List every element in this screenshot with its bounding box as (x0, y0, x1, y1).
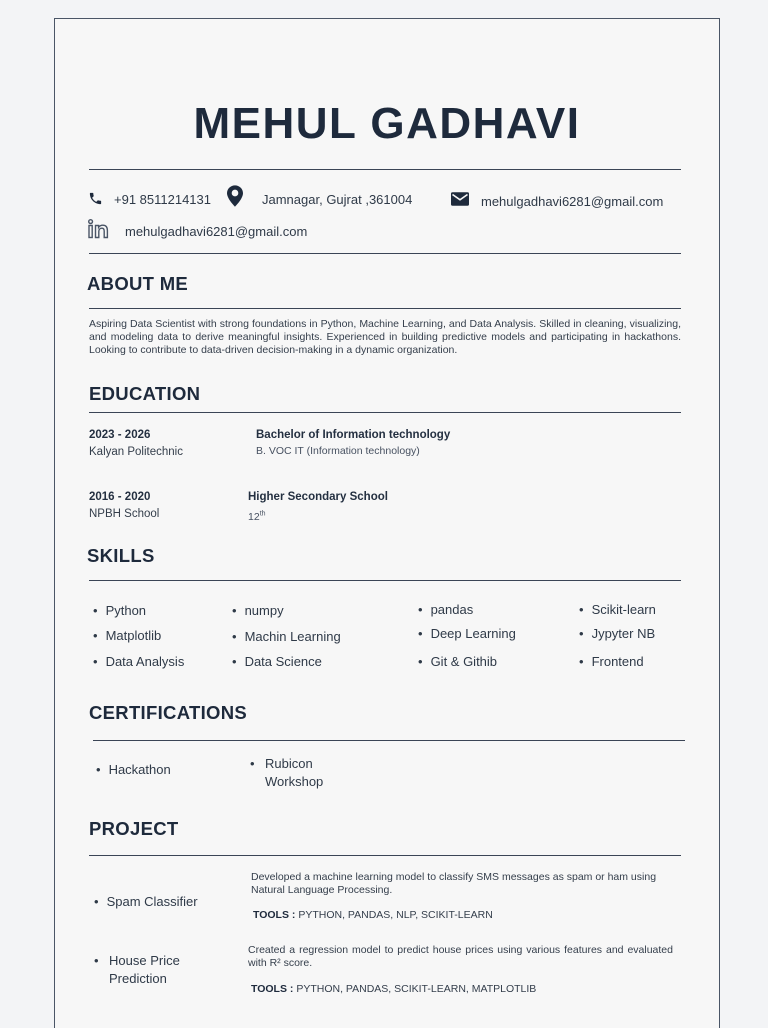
skill-item: • Machin Learning (232, 629, 341, 644)
phone-icon (88, 190, 103, 207)
certifications-heading: CERTIFICATIONS (89, 702, 248, 723)
education-institution: NPBH School (89, 508, 160, 520)
project-heading: PROJECT (89, 818, 179, 839)
skill-item: • Git & Githib (418, 654, 497, 669)
divider (89, 580, 681, 581)
skills-heading: SKILLS (87, 545, 155, 566)
project-description: Created a regression model to predict house prices using various features and evaluated with R² score. (248, 944, 673, 969)
linkedin-text[interactable]: mehulgadhavi6281@gmail.com (125, 224, 308, 239)
project-name: • Spam Classifier (94, 894, 198, 909)
education-heading: EDUCATION (89, 383, 201, 404)
education-degree: Bachelor of Information technology (256, 429, 451, 441)
skill-item: • Data Analysis (93, 654, 184, 669)
skill-item: • Deep Learning (418, 626, 516, 641)
education-years: 2016 - 2020 (89, 491, 151, 503)
project-tools: TOOLS : PYTHON, PANDAS, NLP, SCIKIT-LEARN (253, 909, 493, 921)
project-tools: TOOLS : PYTHON, PANDAS, SCIKIT-LEARN, MATPLOTLIB (251, 983, 537, 995)
skill-item: • Data Science (232, 654, 322, 669)
about-text: Aspiring Data Scientist with strong foundations in Python, Machine Learning, and Data Analysis. Skilled in cleaning, visualizing, and modeling data to derive meaningful insights. Experienced in building predictive models and participating in hackathons. Looking to contribute to data-driven decision-making in a dynamic organization. (89, 318, 681, 356)
skill-item: • Jypyter NB (579, 626, 655, 641)
about-heading: ABOUT ME (87, 273, 189, 294)
skill-item: • Python (93, 603, 146, 618)
skill-item: • pandas (418, 602, 473, 617)
linkedin-icon (88, 219, 112, 241)
resume-page (54, 18, 720, 1028)
skill-item: • Scikit-learn (579, 602, 656, 617)
resume-name: MEHUL GADHAVI (193, 99, 581, 148)
location-pin-icon (227, 185, 243, 207)
skill-item: • Matplotlib (93, 628, 161, 643)
education-years: 2023 - 2026 (89, 429, 151, 441)
certification-item: • Rubicon Workshop (250, 756, 324, 789)
location-text: Jamnagar, Gujrat ,361004 (262, 192, 413, 207)
divider (89, 253, 681, 254)
skill-item: • numpy (232, 603, 284, 618)
email-text[interactable]: mehulgadhavi6281@gmail.com (481, 194, 664, 209)
project-name: • House Price Prediction (94, 953, 180, 986)
certification-item: • Hackathon (96, 762, 171, 777)
divider (89, 412, 681, 413)
education-detail: 12th (248, 510, 266, 523)
education-degree: Higher Secondary School (248, 491, 388, 503)
skill-item: • Frontend (579, 654, 644, 669)
divider (89, 308, 681, 309)
divider (89, 169, 681, 170)
divider (93, 740, 685, 741)
phone-text: +91 8511214131 (114, 192, 211, 207)
divider (89, 855, 681, 856)
education-detail: B. VOC IT (Information technology) (256, 445, 420, 457)
project-description: Developed a machine learning model to classify SMS messages as spam or ham using Natural Language Processing. (251, 871, 657, 896)
email-icon (451, 192, 469, 206)
education-institution: Kalyan Politechnic (89, 446, 183, 458)
